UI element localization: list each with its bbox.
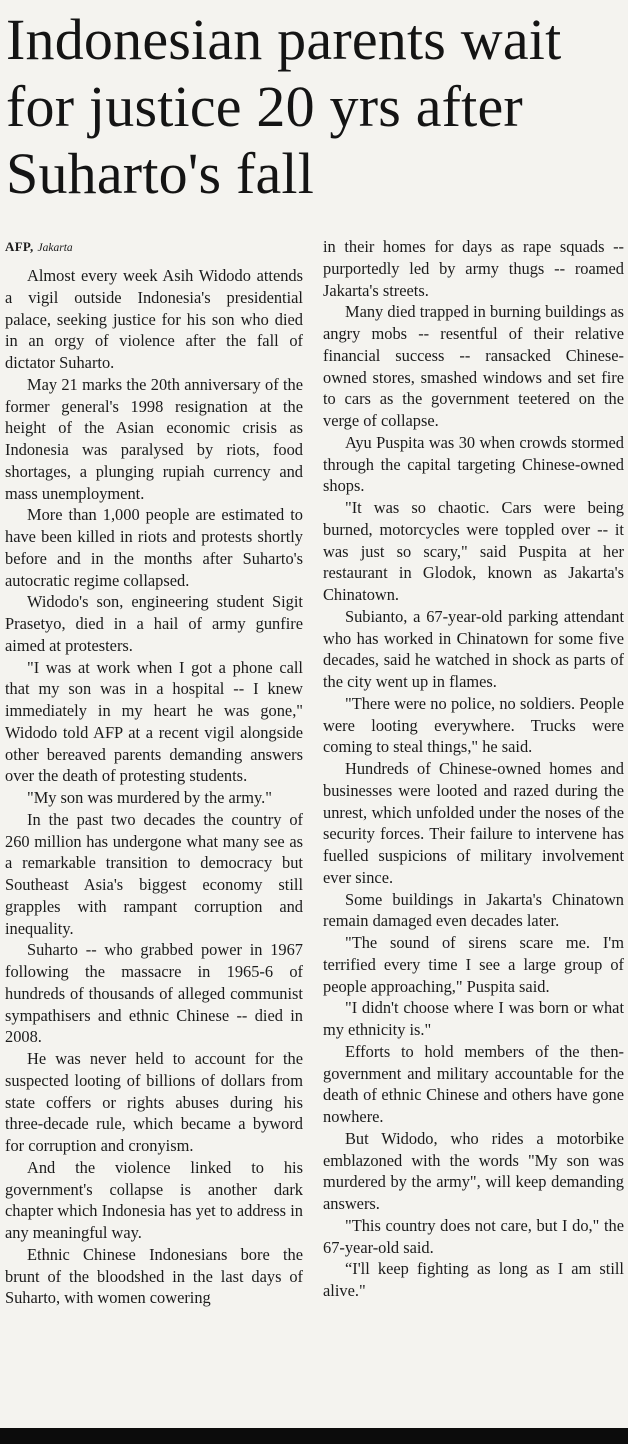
article-headline: Indonesian parents wait for justice 20 yrs after Suharto's fall — [6, 7, 562, 206]
page-bottom-border — [0, 1428, 628, 1444]
paragraph: “I'll keep fighting as long as I am still alive." — [323, 1259, 624, 1300]
paragraph: But Widodo, who rides a motorbike emblazoned with the words "My son was murdered by the army", will keep demanding answers. — [323, 1128, 624, 1213]
paragraph: "I was at work when I got a phone call that my son was in a hospital -- I knew immediately in my heart he was gone," Widodo told AFP at a recent vigil alongside other bereaved parents demanding answers over the death of protesting students. — [5, 657, 303, 786]
byline — [5, 236, 303, 259]
paragraph: Ethnic Chinese Indonesians bore the brunt of the bloodshed in the last days of Suharto, with women cowering — [5, 1244, 303, 1308]
byline-location: Jakarta — [37, 242, 73, 254]
paragraph: "It was so chaotic. Cars were being burned, motorcycles were toppled over -- it was just so scary," said Puspita at her restaurant in Glodok, known as Jakarta's Chinatown. — [323, 498, 624, 604]
paragraph-continued: in their homes for days as rape squads -- purportedly led by army thugs -- roamed Jakarta's streets. — [323, 237, 624, 300]
paragraph: Hundreds of Chinese-owned homes and businesses were looted and razed during the unrest, which unfolded under the noses of the security forces. Their failure to intervene has fuelled suspicions of military involvement ever since. — [323, 759, 624, 887]
paragraph: Efforts to hold members of the then-government and military accountable for the death of ethnic Chinese and others have gone nowhere. — [323, 1041, 624, 1126]
paragraph: Subianto, a 67-year-old parking attendant who has worked in Chinatown for some five decades, said he watched in shock as parts of the city went up in flames. — [323, 606, 624, 691]
paragraph: And the violence linked to his government's collapse is another dark chapter which Indonesia has yet to address in any meaningful way. — [5, 1157, 303, 1242]
paragraph: Some buildings in Jakarta's Chinatown remain damaged even decades later. — [323, 889, 624, 931]
paragraph: He was never held to account for the suspected looting of billions of dollars from state coffers or rights abuses during his three-decade rule, which became a byword for corruption and cronyism. — [5, 1049, 303, 1155]
paragraph: Many died trapped in burning buildings as angry mobs -- resentful of their relative financial success -- ransacked Chinese-owned stores, smashed windows and set fire to cars as the government teetered on the verge of collapse. — [323, 302, 624, 430]
paragraph: "The sound of sirens scare me. I'm terrified every time I see a large group of people approaching," Puspita said. — [323, 933, 624, 996]
paragraph: Suharto -- who grabbed power in 1967 following the massacre in 1965-6 of hundreds of thousands of alleged communist sympathisers and ethnic Chinese -- died in 2008. — [5, 940, 303, 1047]
paragraph: "This country does not care, but I do," the 67-year-old said. — [323, 1215, 624, 1257]
article-column-right — [323, 236, 624, 1302]
paragraph: "I didn't choose where I was born or what my ethnicity is." — [323, 998, 624, 1039]
paragraph: May 21 marks the 20th anniversary of the former general's 1998 resignation at the height of the Asian economic crisis as Indonesia was paralysed by riots, food shortages, a plunging rupiah currency and mass unemployment. — [5, 374, 303, 503]
paragraph: More than 1,000 people are estimated to have been killed in riots and protests shortly before and in the months after Suharto's autocratic regime collapsed. — [5, 505, 303, 590]
paragraph: Ayu Puspita was 30 when crowds stormed through the capital targeting Chinese-owned shops. — [323, 432, 624, 496]
paragraph: In the past two decades the country of 260 million has undergone what many see as a remarkable transition to democracy but Southeast Asia's biggest economy still grapples with rampant corruption and inequality. — [5, 809, 303, 938]
paragraph: Almost every week Asih Widodo attends a vigil outside Indonesia's presidential palace, seeking justice for his son who died in an orgy of violence after the fall of dictator Suharto. — [5, 266, 303, 372]
paragraph: Widodo's son, engineering student Sigit Prasetyo, died in a hail of army gunfire aimed at protesters. — [5, 592, 303, 655]
byline-source: AFP, — [5, 239, 34, 254]
paragraph: "There were no police, no soldiers. People were looting everywhere. Trucks were coming to steal things," he said. — [323, 693, 624, 757]
article-column-left — [5, 236, 303, 1309]
paragraph: "My son was murdered by the army." — [27, 788, 272, 807]
